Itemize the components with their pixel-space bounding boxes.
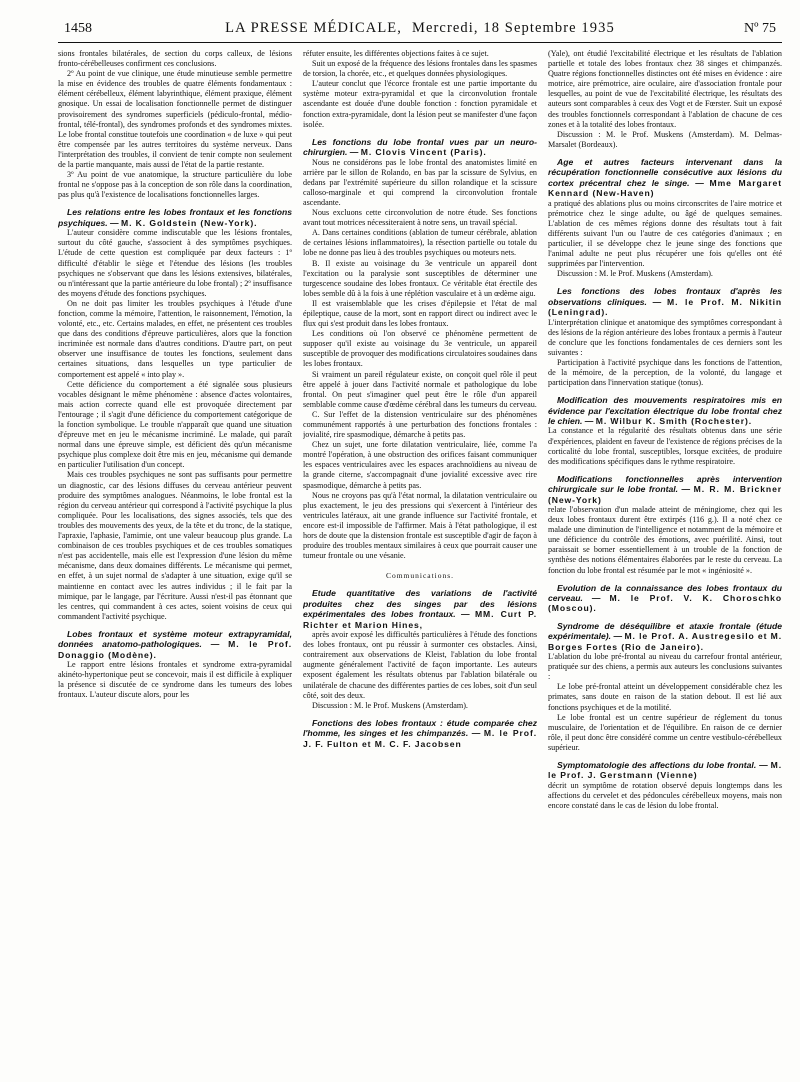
paragraph: sions frontales bilatérales, de section du corps calleux, de lésions fronto-cérébelleuses confirment ces conclusions. (58, 49, 292, 69)
paragraph: 3º Au point de vue anatomique, la structure particulière du lobe frontal ne s'oppose pas à la conception de son rôle dans la coordination, pas plus qu'à l'existence de localisations fonctionnelles larges. (58, 170, 292, 200)
issue-number: Nº 75 (744, 21, 776, 36)
paragraph: Nous ne croyons pas qu'à l'état normal, la dilatation ventriculaire ou plus exactement, le jeu des pressions qui s'exercent à l'intérieur des ventricules latéraux, ait une grande influence sur l'activité frontale, et encore est-il impossible de l'affirmer. Mais à l'état pathologique, il est hors de doute que la distension frontale est susceptible d'agir de façon à produire des troubles mentaux similaires à ceux que pourrait causer une tumeur frontale ou une vésanie. (303, 490, 537, 561)
article-heading (548, 583, 782, 614)
heading-title: Les fonctions des lobes frontaux d'après les observations cliniques. — (548, 286, 782, 307)
column-1 (58, 49, 292, 1067)
page-header (58, 14, 782, 43)
paragraph: réfuter ensuite, les différentes objections faites à ce sujet. (303, 49, 489, 58)
heading-author: M. le Prof. J. Gerstmann (Vienne) (548, 760, 782, 781)
heading-title: Modification des mouvements respiratoires mis en évidence par l'excitation électrique du lobe frontal chez le chien. — (548, 395, 782, 426)
paragraph: Nous excluons cette circonvolution de notre étude. Ses fonctions avant tout motrices nécessiteraient à notre sens, un travail spécial. (303, 208, 537, 228)
column-2 (303, 49, 537, 1067)
heading-author: M. K. Goldstein (New-York). (121, 217, 258, 228)
article-heading (303, 137, 537, 158)
paragraph: L'auteur conclut que l'écorce frontale est une partie importante du système moteur extra-pyramidal et que la circonvolution frontale ascendante est douée d'une double fonction : fonction pyramidale et fonction extra-pyramidale, dont la lésion peut se manifester d'une façon isolée. (303, 79, 537, 129)
journal-name: LA PRESSE MÉDICALE, (225, 20, 402, 36)
heading-author: M. le Prof. V. K. Choroschko (Moscou). (548, 593, 782, 614)
discussion-note: Discussion : M. le Prof. Muskens (Amsterdam). (557, 269, 713, 279)
heading-title: Modifications fonctionnelles après intervention chirurgicale sur le lobe frontal. — (548, 473, 782, 495)
paragraph: Le lobe pré-frontal atteint un développement considérable chez les primates, sans doute en raison de la station debout. Il est lié aux fonctions psychiques et de la motilité. (548, 682, 782, 712)
heading-author: M. le Prof. Donaggio (Modène). (58, 639, 292, 660)
heading-title: Evolution de la connaissance des lobes frontaux du cerveau. — (548, 582, 782, 604)
paragraph: On ne doit pas limiter les troubles psychiques à l'étude d'une fonction, comme la mémoire, l'attention, le raisonnement, l'émotion, la volonté, etc., etc. Certains malades, en effet, ne présentent ces troubles que dans des conditions d'épreuve particulières, alors que la fonction incriminée est normale dans d'autres conditions. D'autre part, on peut observer une insuffisance de toutes les fonctions, seulement dans certaines situations, dans lesquelles un type particulier de comportement est appelé « into play ». (58, 298, 292, 379)
paragraph: Si vraiment un pareil régulateur existe, on conçoit quel rôle il peut être appelé à jouer dans l'activité normale et pathologique du lobe frontal. On peut s'imaginer quel peut être le rôle d'un appareil semblable comme cause d'œdème cérébral dans les tumeurs du cerveau. (303, 369, 537, 409)
paragraph: La constance et la régularité des résultats obtenus dans une série d'expériences, plaident en faveur de l'existence de régions précises de la corticalité du lobe frontal, susceptibles, lorsque excitées, de produire des modifications spécifiques dans le rythme respiratoire. (548, 426, 782, 466)
heading-author: MM. Curt P. Richter et Marion Hines, (303, 609, 537, 630)
heading-title: Age et autres facteurs intervenant dans la récupération fonctionnelle consécutive aux lésions du cortex précentral chez le singe. — (548, 156, 782, 188)
issue-date: Mercredi, 18 Septembre 1935 (411, 20, 615, 36)
paragraph: Mais ces troubles psychiques ne sont pas suffisants pour permettre un diagnostic, car des lésions diffuses du cerveau antérieur peuvent produire des symptômes analogues. Néanmoins, le lobe frontal est la région du cerveau antérieur qui correspond à l'activité psychique la plus compliquée. Pour les localisations, des signes associés, tels que des troubles des mouvements des yeux, de la tête et du tronc, de la statique, l'apraxie, l'aphasie, l'amimie, ont une valeur beaucoup plus grande. La combinaison de ces troubles psychiques et de ces troubles somatiques n'est pas accidentelle, mais elle est l'expression d'une lésion du même mécanisme, dans deux domaines différents. Le mécanisme qui permet, en effet, à un sujet normal de s'adapter à une situation, exige qu'il se maintienne en contact avec les autres individus ; il le fait par la mimique, par le langage, par l'écriture. Aussi n'est-il pas étonnant que les centres, qui commandent à ces actes, soient voisins de ceux qui commandent l'activité psychique. (58, 470, 292, 621)
paragraph: décrit un symptôme de rotation observé depuis longtemps dans les affections du cervelet et des pédoncules cérébelleux moyens, mais non encore constaté dans le cas de lésion du lobe frontal. (548, 780, 782, 811)
paragraph: Le lobe frontal est un centre supérieur de réglement du tonus musculaire, de l'orientation et de l'équilibre. En raison de ce dernier rôle, il peut donc être considéré comme un centre vestibulo-cérébelleux supérieur. (548, 712, 782, 752)
heading-title: Fonctions des lobes frontaux : étude comparée chez l'homme, les singes et les chimpanzés. — (303, 717, 537, 739)
paragraph: relate l'observation d'un malade atteint de méningiome, chez qui les deux lobes frontaux durent être extirpés (116 g.). Il a noté chez ce malade une diminution de l'intelligence et notamment de la mémoire et une déficience du contrôle des émotions, avec puérilité. Ainsi, tout paraissait se borner essentiellement à un trouble de la fonction de synthèse des notions élémentaires élaborées par le reste du cerveau. La fonction du lobe frontal est résumée par le mot « ingéniosité ». (548, 505, 782, 575)
article-heading (548, 286, 782, 317)
paragraph: 2º Au point de vue clinique, une étude minutieuse semble permettre la mise en évidence des troubles de quatre éléments fondamentaux : élément cérébelleux, élément labyrinthique, élément praxique, élément gnosique. Un essai de localisation fonctionnelle permet de distinguer provisoirement des syndromes superficiels (pédiculo-frontal, médio-frontal, télé-frontal), des syndromes profonds et des syndromes mixtes. Le lobe frontal constitue toutefois une coordination « de luxe » qui peut être compensée par les autres territoires du système nerveux. Dans l'interprétation des troubles, il convient de tenir compte non seulement de la partie manquante, mais aussi de l'état de la partie restante. (58, 69, 292, 170)
heading-author: M. R. M. Brickner (New-York) (548, 484, 782, 505)
heading-author: M. le Prof. J. F. Fulton et M. C. F. Jacobsen (303, 728, 537, 749)
column-3 (548, 49, 782, 1067)
paragraph: a pratiqué des ablations plus ou moins circonscrites de l'aire motrice et prémotrice chez le singe adulte, ou âgé de quelques semaines. L'ablation de ces mêmes régions donne des résultats tout à fait différents suivant l'un ou l'autre de ces catégories d'animaux ; en particulier, il se développe chez le jeune singe des fonctions que l'animal adulte ne peut plus récupérer une fois qu'elles ont été supprimées par l'intervention. (548, 198, 782, 269)
paragraph: (Yale), ont étudié l'excitabilité électrique et les résultats de l'ablation partielle et totale des lobes frontaux chez 38 singes et chimpanzés. Quatre régions fonctionnelles distinctes ont été mises en évidence : aire motrice, aire prémotrice, aire oculaire, aire d'association frontale pour lesquelles, au point de vue de l'excitabilité électrique, les résultats des auteurs sont comparables à ceux des Vogt et de Fœrster. Suit un exposé des troubles fonctionnels correspondant à l'ablation de chacune de ces zones et à la totalité des lobes frontaux. (548, 49, 782, 129)
paragraph: Il est vraisemblable que les crises d'épilepsie et l'état de mal épileptique, cause de la mort, sont en rapport direct ou indirect avec le flux qui s'est produit dans les lobes frontaux. (303, 298, 537, 329)
article-heading (58, 629, 292, 660)
paragraph: Cette déficience du comportement a été signalée sous plusieurs vocables désignant le même phénomène : absence d'actes volontaires, mais action correcte quand elle est provoquée directement par l'entourage ; il s'agit d'une déficience du comportement catégorique de la fonction symbolique. Le trouble n'apparaît que quand une situation d'épreuve met en jeu le mécanisme incriminé. Le malade, qui paraît normal dans une épreuve simple, est déficient dès qu'un mécanisme psychique plus complexe doit être mis en jeu, mécanisme qui demande en particulier l'utilisation d'un concept. (58, 379, 292, 470)
paragraph: A. Dans certaines conditions (ablation de tumeur cérébrale, ablation de certaines lésions inflammatoires), la résection partielle ou totale du lobe ne donne pas lieu à des troubles psychiques ou moteurs nets. (303, 228, 537, 258)
article-heading (58, 207, 292, 228)
page-number: 1458 (64, 21, 92, 36)
paragraph: Les conditions où l'on observé ce phénomène permettent de supposer qu'il existe au voisinage du 3e ventricule, un appareil susceptible de provoquer des modifications circulatoires soudaines dans les lobes frontaux. (303, 329, 537, 369)
paragraph: Suit un exposé de la fréquence des lésions frontales dans les spasmes de torsion, la chorée, etc., et quelques données physiologiques. (303, 59, 537, 79)
article-heading (303, 588, 537, 630)
heading-title: Etude quantitative des variations de l'activité produites chez des singes par des lésions expérimentales des lobes frontaux. — (303, 588, 537, 620)
paragraph: Nous ne considérons pas le lobe frontal des anatomistes limité en arrière par le sillon de Rolando, en bas par la scissure de Sylvius, en dedans par l'extrémité supérieure du sillon rolandique et la scissure calloso-marginale et qui comprend la circonvolution frontale ascendante. (303, 157, 537, 207)
paragraph: L'auteur considère comme indiscutable que les lésions frontales, surtout du côté gauche, s'associent à des symptômes psychiques. L'étude de cette question est compliquée par deux facteurs : 1º difficulté d'établir le siège et l'étendue des lésions (les troubles psychiques ne s'observant que dans les lésions extensives, bilatérales, ou n'intéressant que la partie antérieure du lobe frontal) ; 2º insuffisance des moyens d'étude des fonctions psychiques. (58, 228, 292, 298)
heading-author: M. le Prof. M. Nikitin (Leningrad). (548, 296, 782, 318)
paragraph: L'ablation du lobe pré-frontal au niveau du carrefour frontal antérieur, pratiquée sur des chiens, a permis aux auteurs les conclusions suivantes : (548, 652, 782, 682)
paragraph: B. Il existe au voisinage du 3e ventricule un appareil dont l'excitation ou la paralysie sont susceptibles de déterminer une turgescence soudaine des lobes frontaux. Ce véritable état érectile des lobes semble dû à la fois à une réplétion vasculaire et à un œdème aigu. (303, 258, 537, 298)
heading-title: Symptomatologie des affections du lobe frontal. — (557, 760, 768, 771)
heading-title: Syndrome de déséquilibre et ataxie frontale (étude expérimentale). — (548, 620, 782, 642)
section-title: Communications. (385, 571, 455, 581)
discussion-note: Discussion : M. le Prof. Muskens (Amsterdam). M. Delmas-Marsalet (Bordeaux). (548, 129, 782, 149)
heading-author: M. Clovis Vincent (Paris). (360, 147, 487, 158)
heading-title: Lobes frontaux et système moteur extrapyramidal, données anatomo-pathologiques. — (58, 628, 292, 650)
heading-author: M. Wilbur K. Smith (Rochester). (595, 416, 753, 426)
paragraph: après avoir exposé les difficultés particulières à l'étude des fonctions des lobes frontaux, ont pu réussir à surmonter ces obstacles. Ainsi, contrairement aux observations de Kleist, l'ablation du lobe frontal augmente généralement l'activité de façon importante. Les auteurs exposent également les résultats obtenus par l'ablation bilatérale ou unilatérale de chacune des différentes parties de ces lobes, soit d'un seul côté, soit des deux. (303, 630, 537, 700)
article-heading (548, 621, 782, 652)
article-heading (548, 157, 782, 199)
paragraph: Chez un sujet, une forte dilatation ventriculaire, liée, comme l'a montré l'opération, à une obstruction des orifices faisant communiquer les espaces ventriculaires avec les espaces arachnoïdiens au niveau de la grande citerne, s'accompagnait d'une jovialité excessive avec rire spasmodique, démarche à petits pas. (303, 440, 537, 490)
article-columns (58, 49, 782, 1067)
paragraph: L'interprétation clinique et anatomique des symptômes correspondant à des lésions de la région antérieure des lobes frontaux a permis à l'auteur de conclure que les fonctions fondamentales de ces derniers sont les suivantes : (548, 317, 782, 357)
article-heading (548, 395, 782, 426)
paragraph: Participation à l'activité psychique dans les fonctions de l'attention, de la mémoire, de la perception, de la volonté, du langage et participation dans l'innervation statique (tonus). (548, 357, 782, 388)
journal-title (124, 20, 716, 37)
heading-author: M. le Prof. A. Austregesilo et M. Borges Fortes (Rio de Janeiro). (548, 631, 782, 652)
heading-title: Les fonctions du lobe frontal vues par un neuro-chirurgien. — (303, 136, 537, 158)
heading-author: Mme Margaret Kennard (New-Haven) (548, 177, 782, 199)
article-heading (303, 718, 537, 749)
paragraph: Le rapport entre lésions frontales et syndrome extra-pyramidal akinéto-hypertonique peut se concevoir, mais il est difficile à expliquer la présence si discutée de ce syndrome dans les tumeurs des lobes frontaux. L'auteur discute alors, pour les (58, 660, 292, 700)
discussion-note: Discussion : M. le Prof. Muskens (Amsterdam). (312, 700, 468, 710)
paragraph: C. Sur l'effet de la distension ventriculaire sur des phénomènes communément rapportés à une perturbation des fonctions frontales : jovialité, rire spasmodique, démarche à petits pas. (303, 409, 537, 440)
article-heading (548, 474, 782, 505)
heading-title: Les relations entre les lobes frontaux et les fonctions psychiques. — (58, 207, 292, 228)
article-heading (548, 760, 782, 781)
